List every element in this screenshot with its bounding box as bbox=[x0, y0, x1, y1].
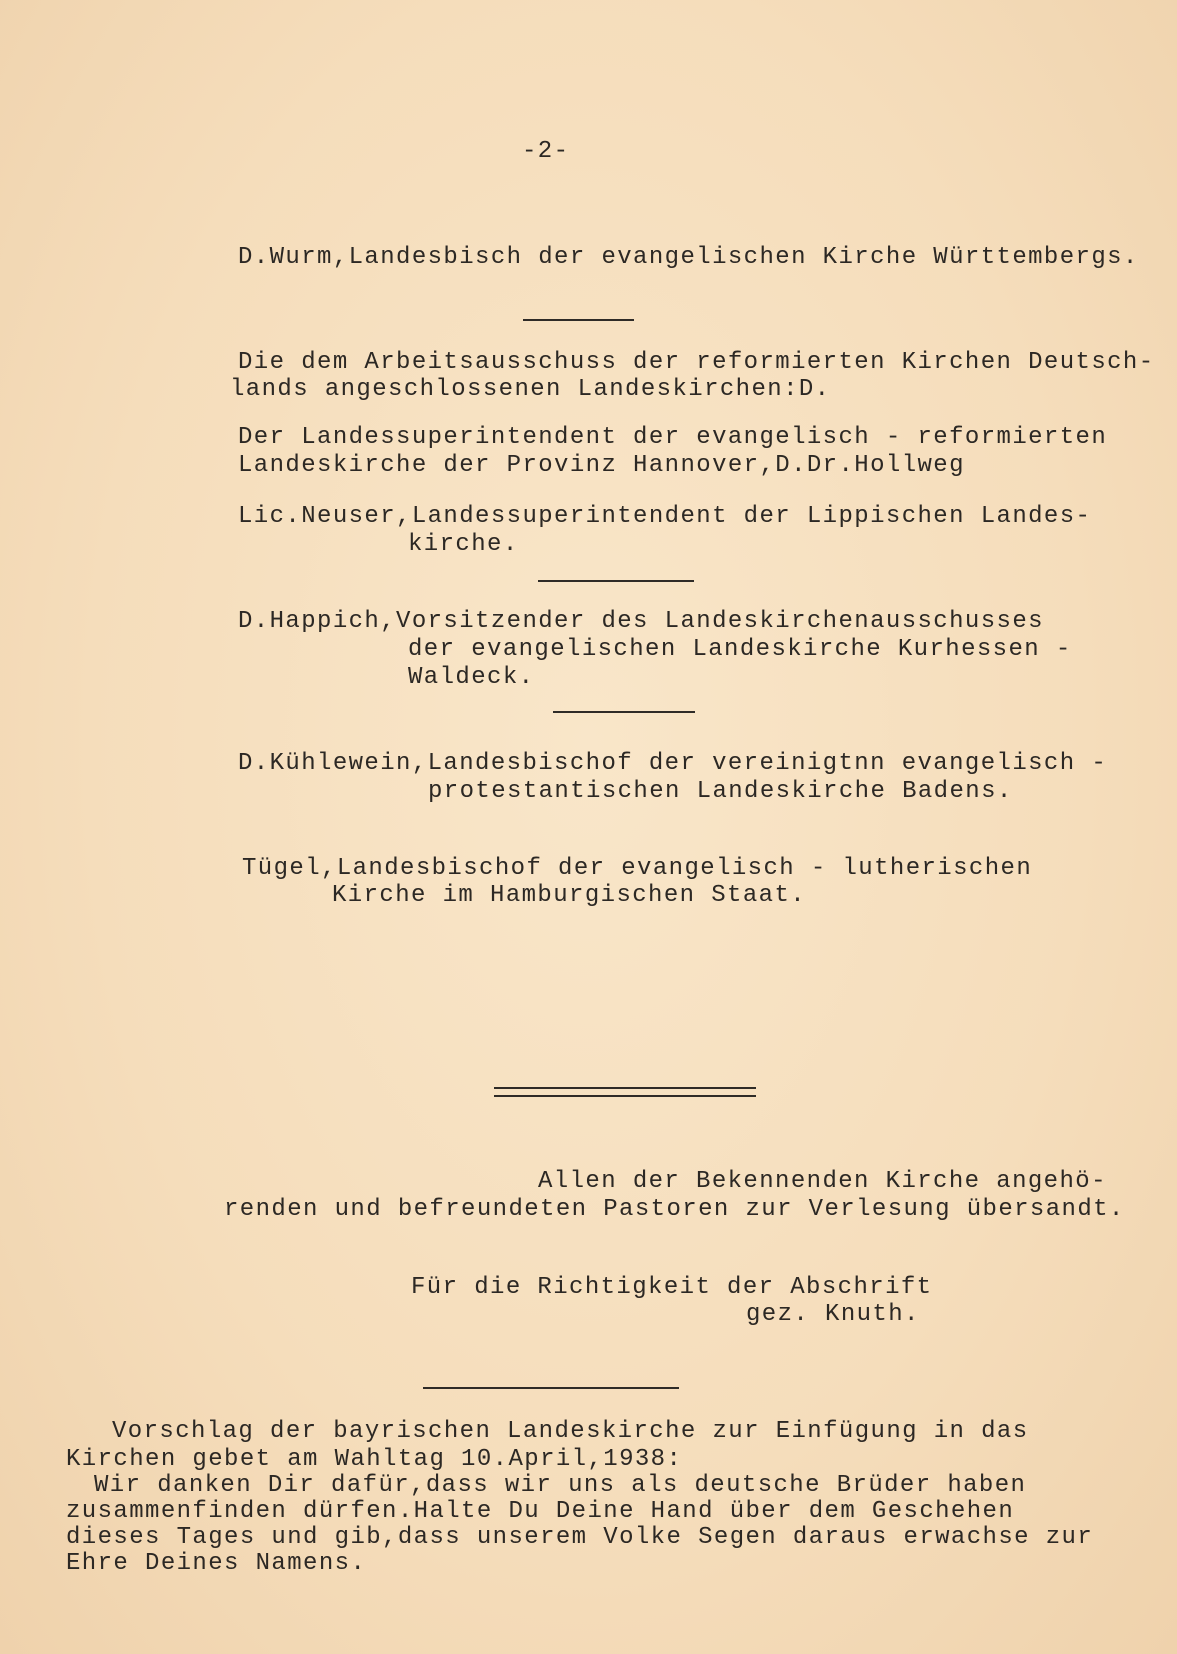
attestation-line-1: Für die Richtigkeit der Abschrift bbox=[411, 1274, 933, 1301]
proposal-line-2: Kirchen gebet am Wahltag 10.April,1938: bbox=[66, 1446, 683, 1473]
divider bbox=[538, 580, 694, 582]
proposal-line-1: Vorschlag der bayrischen Landeskirche zur Einfügung in das bbox=[112, 1418, 1029, 1445]
signature-kuehlewein-line-1: D.Kühlewein,Landesbischof der vereinigtnn evangelisch - bbox=[238, 750, 1108, 777]
proposal-line-3: Wir danken Dir dafür,dass wir uns als deutsche Brüder haben bbox=[94, 1472, 1027, 1499]
double-divider bbox=[494, 1087, 756, 1097]
signature-reformed-line-1: Die dem Arbeitsausschuss der reformierten Kirchen Deutsch- bbox=[238, 349, 1155, 376]
distribution-line-1: Allen der Bekennenden Kirche angehö- bbox=[538, 1168, 1107, 1195]
signature-neuser-line-2: kirche. bbox=[408, 531, 519, 558]
distribution-line-2: renden und befreundeten Pastoren zur Verlesung übersandt. bbox=[224, 1196, 1125, 1223]
signature-tuegel-line-1: Tügel,Landesbischof der evangelisch - lutherischen bbox=[242, 855, 1033, 882]
signature-hollweg-line-2: Landeskirche der Provinz Hannover,D.Dr.Hollweg bbox=[238, 452, 965, 479]
divider bbox=[523, 319, 634, 321]
attestation-line-2: gez. Knuth. bbox=[746, 1301, 920, 1328]
divider bbox=[553, 711, 695, 713]
signature-happich-line-2: der evangelischen Landeskirche Kurhessen - bbox=[408, 636, 1072, 663]
signature-neuser-line-1: Lic.Neuser,Landessuperintendent der Lippischen Landes- bbox=[238, 503, 1092, 530]
divider bbox=[423, 1387, 679, 1389]
signature-happich-line-3: Waldeck. bbox=[408, 664, 535, 691]
proposal-line-5: dieses Tages und gib,dass unserem Volke Segen daraus erwachse zur bbox=[66, 1524, 1094, 1551]
proposal-line-4: zusammenfinden dürfen.Halte Du Deine Hand über dem Geschehen bbox=[66, 1498, 1015, 1525]
signature-reformed-line-2: lands angeschlossenen Landeskirchen:D. bbox=[230, 376, 831, 403]
page-number: -2- bbox=[522, 138, 570, 165]
signature-tuegel-line-2: Kirche im Hamburgischen Staat. bbox=[332, 882, 807, 909]
signature-happich-line-1: D.Happich,Vorsitzender des Landeskirchenausschusses bbox=[238, 608, 1044, 635]
signature-wurm: D.Wurm,Landesbisch der evangelischen Kirche Württembergs. bbox=[238, 244, 1139, 271]
signature-kuehlewein-line-2: protestantischen Landeskirche Badens. bbox=[428, 778, 1013, 805]
proposal-line-6: Ehre Deines Namens. bbox=[66, 1550, 367, 1577]
signature-hollweg-line-1: Der Landessuperintendent der evangelisch - reformierten bbox=[238, 424, 1108, 451]
